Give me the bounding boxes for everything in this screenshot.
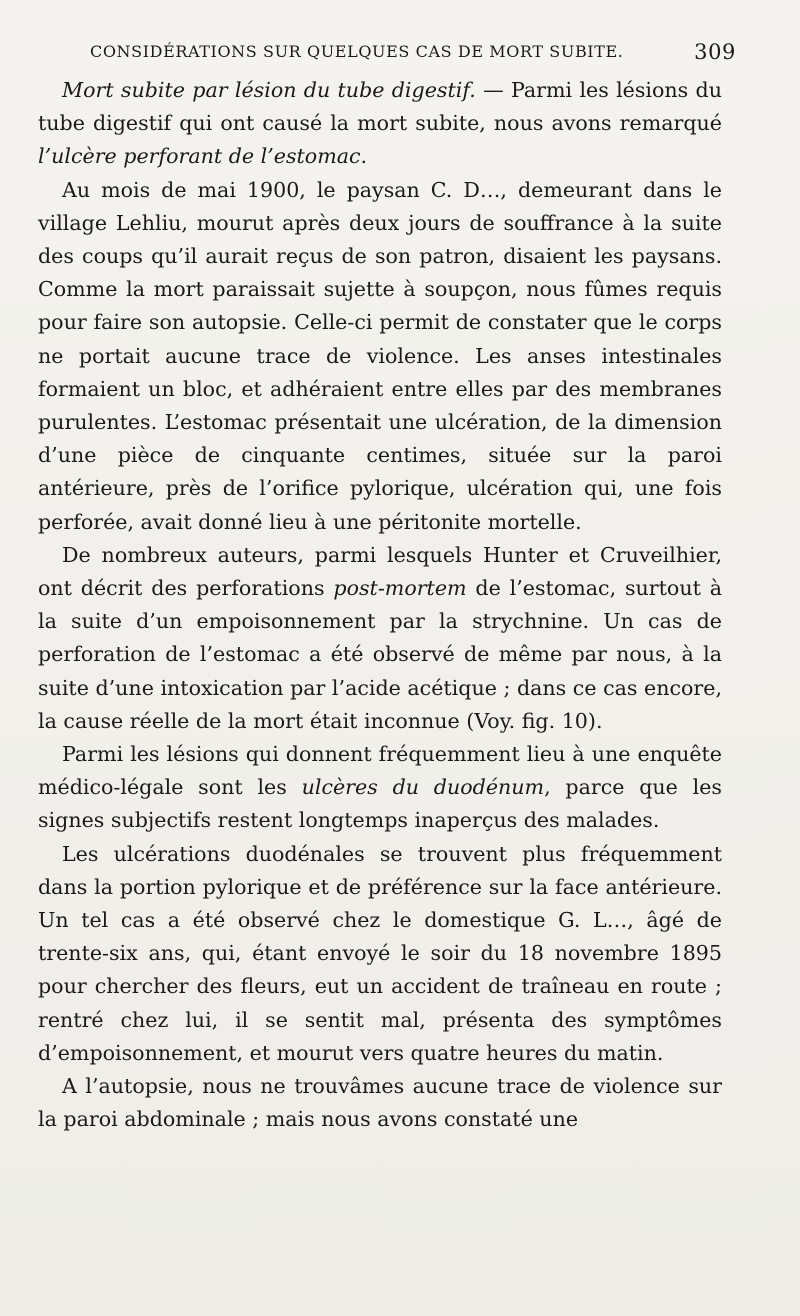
paragraph-3 (38, 539, 722, 738)
section-heading: Mort subite par lésion du tube digestif. (62, 78, 476, 102)
paragraph-1-text-b: . (360, 144, 368, 169)
paragraph-4-text-b: , parce que les signes subjectifs restent longtemps inaperçus des malades. (38, 775, 722, 833)
paragraph-4 (38, 738, 722, 838)
paragraph-1-text-a: Parmi les lésions du tube digestif qui ont causé la mort subite, nous avons remarqué (38, 78, 722, 136)
paragraph-2: Au mois de mai 1900, le paysan C. D…, demeurant dans le village Lehliu, mourut après deux jours de souffrance à la suite des coups qu’il aurait reçus de son patron, disaient les paysans. Comme la mort paraissait sujette à soupçon, nous fûmes requis pour faire son autopsie. Celle-ci permit de constater que le corps ne portait aucune trace de violence. Les anses intestinales formaient un bloc, et adhéraient entre elles par des membranes purulentes. L’estomac présentait une ulcération, de la dimension d’une pièce de cinquante centimes, située sur la paroi antérieure, près de l’orifice pylorique, ulcération qui, une fois perforée, avait donné lieu à une péritonite mortelle. (38, 177, 722, 534)
running-title: CONSIDÉRATIONS SUR QUELQUES CAS DE MORT SUBITE. (90, 42, 624, 61)
heading-dash: — (475, 78, 511, 102)
paragraph-1 (38, 74, 722, 174)
paragraph-5: Les ulcérations duodénales se trouvent plus fréquemment dans la portion pylorique et de préférence sur la face antérieure. Un tel cas a été observé chez le domestique G. L…, âgé de trente-six ans, qui, étant envoyé le soir du 18 novembre 1895 pour chercher des fleurs, eut un accident de traîneau en route ; rentré chez lui, il se sentit mal, présenta des symptômes d’empoisonnement, et mourut vers quatre heures du matin. (38, 841, 722, 1065)
paragraph-3-emphasis: post-mortem (333, 576, 467, 601)
paragraph-1-emphasis: l’ulcère perforant de l’estomac (38, 144, 361, 169)
body-text (38, 74, 722, 1137)
paragraph-4-text-a: Parmi les lésions qui donnent fréquemment lieu à une enquête médico-légale sont les (38, 742, 722, 800)
paragraph-3-text-a: De nombreux auteurs, parmi lesquels Hunter et Cruveilhier, ont décrit des perforations (38, 542, 722, 601)
paragraph-6: A l’autopsie, nous ne trouvâmes aucune trace de violence sur la paroi abdominale ; mais nous avons constaté une (38, 1074, 722, 1132)
paragraph-4-emphasis: ulcères du duodénum (301, 775, 545, 800)
paragraph-3-text-b: de l’estomac, surtout à la suite d’un empoisonnement par la strychnine. Un cas de perforation de l’estomac a été observé de même par nous, à la suite d’une intoxication par l’acide acétique ; dans ce cas encore, la cause réelle de la mort était inconnue (Voy. fig. 10). (38, 576, 723, 733)
page-number: 309 (694, 40, 736, 64)
running-head (38, 30, 736, 74)
